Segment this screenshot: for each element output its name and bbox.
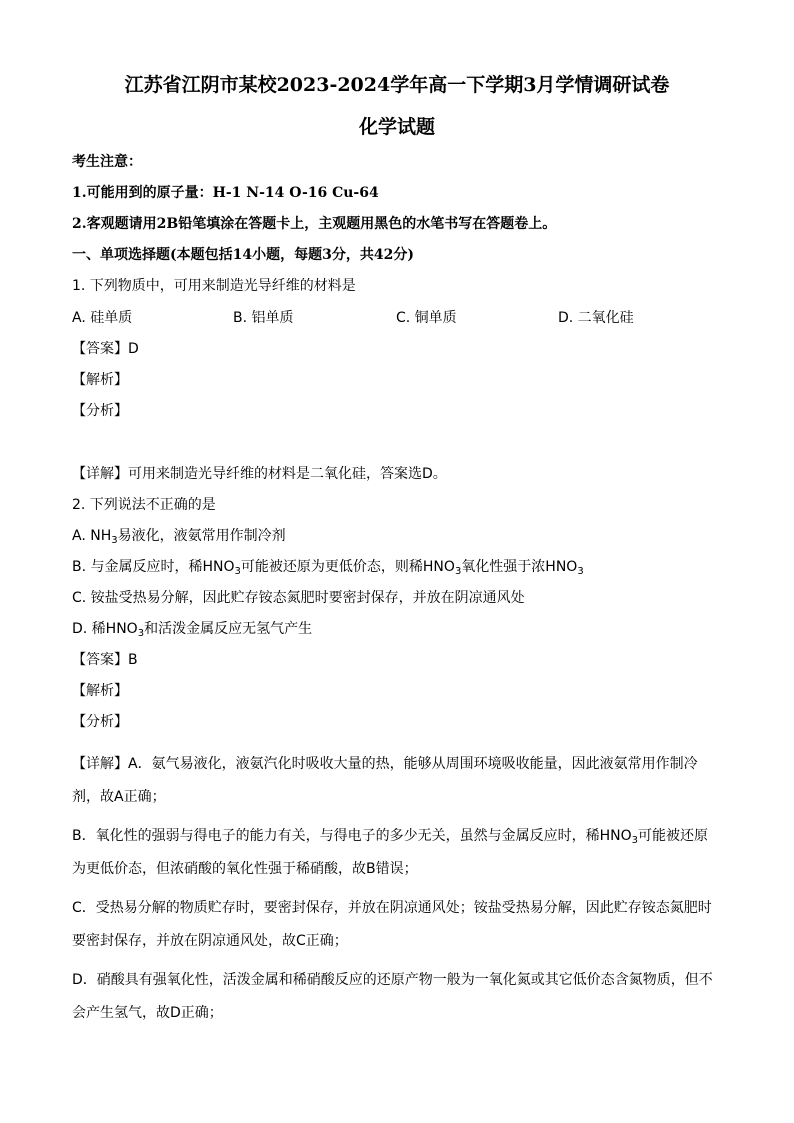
q1-answer: 【答案】D bbox=[72, 341, 139, 357]
document-title: 江苏省江阴市某校2023-2024学年高一下学期3月学情调研试卷 bbox=[124, 74, 670, 96]
notice-label: 考生注意： bbox=[72, 154, 142, 170]
q2-answer: 【答案】B bbox=[72, 652, 138, 668]
document-subtitle: 化学试题 bbox=[358, 116, 435, 138]
q2-option-c: C. 铵盐受热易分解，因此贮存铵态氮肥时要密封保存，并放在阴凉通风处 bbox=[72, 590, 525, 606]
q1-fenxi-label: 【分析】 bbox=[72, 403, 128, 419]
q1-stem: 1. 下列物质中，可用来制造光导纤维的材料是 bbox=[72, 278, 356, 294]
notice-item-2: 2.客观题请用2B铅笔填涂在答题卡上，主观题用黑色的水笔书写在答题卷上。 bbox=[72, 216, 557, 232]
q2-detail-c-line2: 要密封保存，并放在阴凉通风处，故C正确； bbox=[72, 933, 348, 949]
q2-detail-a-line2: 剂，故A正确； bbox=[72, 789, 166, 805]
q2-option-a: A. $NH_3$易液化，液氨常用作制冷剂 bbox=[72, 528, 286, 546]
q2-detail-d-line2: 会产生氢气，故D正确； bbox=[72, 1005, 223, 1021]
q2-detail-d-line1: D．硝酸具有强氧化性，活泼金属和稀硝酸反应的还原产物一般为一氧化氮或其它低价态含氮物质，但不 bbox=[72, 972, 713, 988]
q2-detail-b-line1: B．氧化性的强弱与得电子的能力有关，与得电子的多少无关，虽然与金属反应时，稀$HNO_3$可能被还原 bbox=[72, 828, 708, 846]
q2-stem: 2. 下列说法不正确的是 bbox=[72, 497, 216, 513]
q2-detail-c-line1: C．受热易分解的物质贮存时，要密封保存，并放在阴凉通风处；铵盐受热易分解，因此贮存铵态氮肥时 bbox=[72, 900, 712, 916]
q1-option-d: D. 二氧化硅 bbox=[558, 310, 634, 326]
q1-detail: 【详解】可用来制造光导纤维的材料是二氧化硅，答案选D。 bbox=[72, 466, 447, 482]
q2-detail-a-line1: 【详解】A．氨气易液化，液氨汽化时吸收大量的热，能够从周围环境吸收能量，因此液氨常用作制冷 bbox=[72, 756, 698, 772]
q2-jiexi-label: 【解析】 bbox=[72, 683, 128, 699]
q1-option-a: A. 硅单质 bbox=[72, 310, 133, 326]
q2-option-d: D. 稀$HNO_3$和活泼金属反应无氢气产生 bbox=[72, 621, 313, 639]
q1-option-b: B. 铝单质 bbox=[233, 310, 294, 326]
section-heading: 一、单项选择题(本题包括14小题，每题3分，共42分) bbox=[72, 247, 414, 263]
q2-detail-b-line2: 为更低价态，但浓硝酸的氧化性强于稀硝酸，故B错误； bbox=[72, 861, 418, 877]
q1-option-c: C. 铜单质 bbox=[396, 310, 457, 326]
notice-item-1: 1.可能用到的原子量：H-1 N-14 O-16 Cu-64 bbox=[72, 185, 379, 201]
q2-option-b: B. 与金属反应时，稀$HNO_3$可能被还原为更低价态，则稀$HNO_3$氧化性强于浓$HNO_3$ bbox=[72, 559, 584, 577]
q1-jiexi-label: 【解析】 bbox=[72, 372, 128, 388]
q2-fenxi-label: 【分析】 bbox=[72, 714, 128, 730]
